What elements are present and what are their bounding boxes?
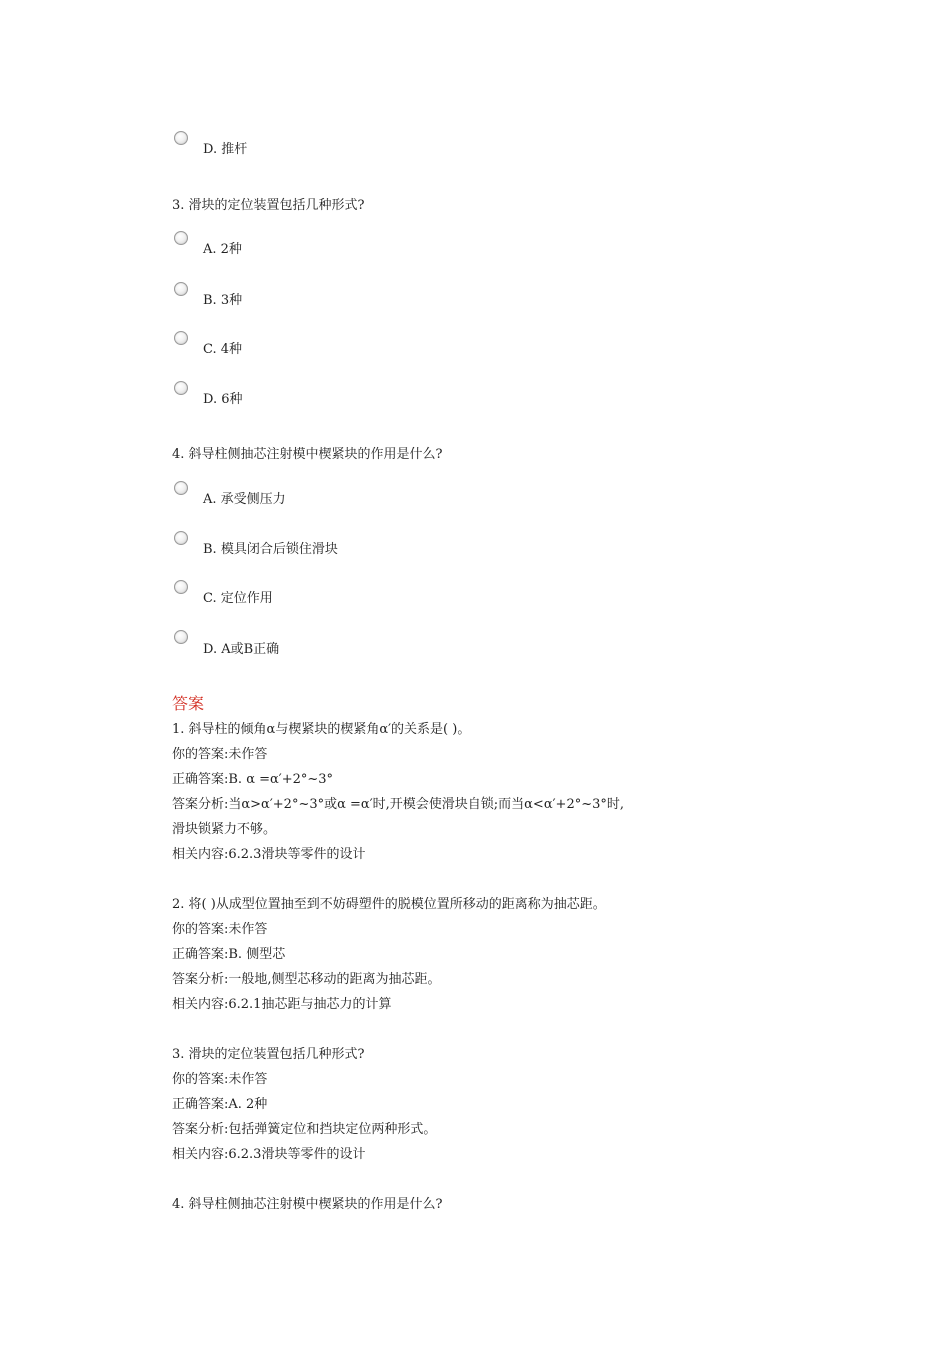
answer-2-analysis: 答案分析:一般地,侧型芯移动的距离为抽芯距。 [172, 972, 441, 987]
answer-1-question: 1. 斜导柱的倾角α与楔紧块的楔紧角α′的关系是( )。 [172, 722, 471, 737]
q3-option-d-label: D. 6种 [203, 392, 243, 407]
answer-3-related: 相关内容:6.2.3滑块等零件的设计 [172, 1147, 366, 1162]
answer-1-analysis-cont: 滑块锁紧力不够。 [172, 822, 277, 837]
answer-3-analysis: 答案分析:包括弹簧定位和挡块定位两种形式。 [172, 1122, 437, 1137]
answer-1-correct: 正确答案:B. α =α′+2°~3° [172, 772, 334, 787]
radio-q4-option-c[interactable] [174, 580, 188, 594]
answer-3-correct: 正确答案:A. 2种 [172, 1097, 268, 1112]
radio-q3-option-c[interactable] [174, 331, 188, 345]
answer-1-your-answer: 你的答案:未作答 [172, 747, 268, 762]
q4-question: 4. 斜导柱侧抽芯注射模中楔紧块的作用是什么? [172, 447, 443, 462]
radio-q3-option-d[interactable] [174, 381, 188, 395]
radio-q4-option-b[interactable] [174, 531, 188, 545]
radio-q2-option-d[interactable] [174, 131, 188, 145]
radio-q3-option-a[interactable] [174, 231, 188, 245]
q3-question: 3. 滑块的定位装置包括几种形式? [172, 198, 365, 213]
answer-1-analysis: 答案分析:当α>α′+2°~3°或α =α′时,开模会使滑块自锁;而当α<α′+2°~3°时, [172, 797, 625, 812]
answer-2-question: 2. 将( )从成型位置抽至到不妨碍塑件的脱模位置所移动的距离称为抽芯距。 [172, 897, 606, 912]
radio-q3-option-b[interactable] [174, 282, 188, 296]
answer-2-related: 相关内容:6.2.1抽芯距与抽芯力的计算 [172, 997, 392, 1012]
answer-3-your-answer: 你的答案:未作答 [172, 1072, 268, 1087]
q4-option-c-label: C. 定位作用 [203, 591, 273, 606]
radio-q4-option-d[interactable] [174, 630, 188, 644]
q4-option-b-label: B. 模具闭合后锁住滑块 [203, 542, 338, 557]
q3-option-c-label: C. 4种 [203, 342, 243, 357]
answer-4-question: 4. 斜导柱侧抽芯注射模中楔紧块的作用是什么? [172, 1197, 443, 1212]
answer-2-your-answer: 你的答案:未作答 [172, 922, 268, 937]
answer-3-question: 3. 滑块的定位装置包括几种形式? [172, 1047, 365, 1062]
q4-option-a-label: A. 承受侧压力 [203, 492, 286, 507]
answers-heading: 答案 [172, 694, 205, 713]
q3-option-a-label: A. 2种 [203, 242, 242, 257]
answer-1-related: 相关内容:6.2.3滑块等零件的设计 [172, 847, 366, 862]
answer-2-correct: 正确答案:B. 侧型芯 [172, 947, 286, 962]
q4-option-d-label: D. A或B正确 [203, 642, 280, 657]
q3-option-b-label: B. 3种 [203, 293, 243, 308]
q2-option-d-label: D. 推杆 [203, 142, 248, 157]
radio-q4-option-a[interactable] [174, 481, 188, 495]
